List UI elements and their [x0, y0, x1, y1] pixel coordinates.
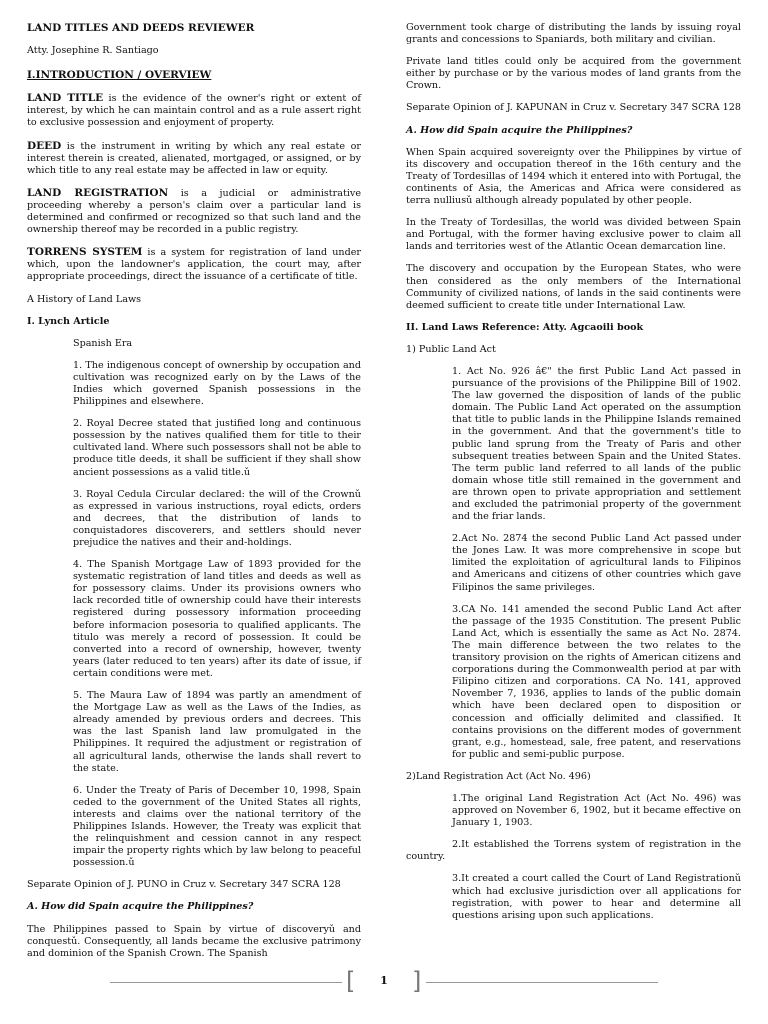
page-footer [0, 968, 768, 998]
ca-141-paragraph: 3.CA No. 141 amended the second Public Land Act after the passage of the 1935 Constitution. The present Public Land Act, which is essentially the same as Act No. 2874. The main difference between the two relates to the transitory provision on the rights of American citizens and corporations during the Commonwealth period at par with Filipino citizen and corporations. CA No. 141, approved November 7, 1936, applies to lands of the public domain which have been declared open to disposition or concession and officially delimited and classified. It contains provisions on the different modes of government grant, e.g., homestead, sale, free patent, and reservations for public and semi-public purpose. [452, 603, 741, 760]
right-paragraph-5: The discovery and occupation by the European States, who were then considered as the only members of the International Community of civilized nations, of lands in the said continents were deemed sufficient to create title under International Law. [406, 263, 741, 311]
section-land-laws: II. Land Laws Reference: Atty. Agcaoili book [406, 321, 644, 333]
footer-bracket-right: ] [412, 967, 422, 995]
paragraph-4: 4. The Spanish Mortgage Law of 1893 provided for the systematic registration of land titles and deeds as well as for possessory claims. Under its provisions owners who lack recorded title of ownership could have their interests registered during possessory information proceeding before informacion posesoria to qualified applicants. The titulo was merely a record of possession. It could be converted into a record of ownership, however, twenty years (later reduced to ten years) after its date of issue, if certain conditions were met. [73, 559, 361, 679]
public-land-act-heading: 1) Public Land Act [406, 343, 496, 355]
lra-item-1: 1.The original Land Registration Act (Act No. 496) was approved on November 6, 1902, but it became effective on January 1, 1903. [452, 792, 741, 829]
right-paragraph-2: Private land titles could only be acquired from the government either by purchase or by the various modes of land grants from the Crown. [406, 56, 741, 92]
last-paragraph-left: The Philippines passed to Spain by virtue of discoveryǔ and conquestǔ. Consequently, all lands became the exclusive patrimony and dominion of the Spanish Crown. The Spanish [27, 923, 361, 959]
footer-rule-right [426, 982, 658, 983]
def-registration: is a judicial or administrative proceeding whereby a person's claim over a particular land is determined and confirmed or recognized so that such land and the ownership thereof may be recorded in a public registry. [27, 187, 361, 236]
right-paragraph-1: Government took charge of distributing the lands by issuing royal grants and concessions to Spaniards, both military and civilian. [406, 22, 741, 46]
registration-definition [27, 187, 361, 236]
footer-bracket-left: [ [346, 967, 356, 995]
term-land-title: LAND TITLE [27, 92, 104, 105]
question-heading-left: A. How did Spain acquire the Philippines? [27, 901, 254, 913]
torrens-definition [27, 246, 361, 283]
paragraph-6: 6. Under the Treaty of Paris of December 10, 1998, Spain ceded to the government of the United States all rights, interests and claims over the national territory of the Philippines Islands. However, the Treaty was explicit that the relinquishment and cession cannot in any respect impair the property rights which by law belong to peaceful possession.ǔ [73, 784, 361, 869]
term-deed: DEED [27, 139, 62, 152]
history-heading: A History of Land Laws [27, 293, 142, 305]
term-land-registration: LAND REGISTRATION [27, 186, 169, 199]
def-deed: is the instrument in writing by which any real estate or interest therein is created, alienated, mortgaged, or assigned, or by which title to any real estate may be affected in law or equity. [27, 140, 361, 176]
question-heading-right: A. How did Spain acquire the Philippines? [406, 124, 633, 136]
kapunan-opinion: Separate Opinion of J. KAPUNAN in Cruz v. Secretary 347 SCRA 128 [406, 102, 741, 114]
deed-definition [27, 140, 361, 177]
author: Atty. Josephine R. Santiago [27, 45, 159, 57]
paragraph-3: 3. Royal Cedula Circular declared: the will of the Crownǔ as expressed in various instructions, royal edicts, orders and decrees, that the distribution of lands to conquistadores discoverers, and settlers should never prejudice the natives and their and-holdings. [73, 488, 361, 548]
def-torrens: is a system for registration of land under which, upon the landowner's application, the court may, after appropriate proceedings, direct the issuance of a certificate of title. [27, 247, 361, 283]
act-926-paragraph: 1. Act No. 926 â€" the first Public Land Act passed in pursuance of the provisions of the Philippine Bill of 1902. The law governed the disposition of lands of the public domain. The Public Land Act operated on the assumption that title to public lands in the Philippine Islands remained in the government. And that the government's title to public land sprung from the Treaty of Paris and other subsequent treaties between Spain and the United States. The term public land referred to all lands of the public domain whose title still remained in the government and are thrown open to private appropriation and settlement and excluded the patrimonial property of the government and the friar lands. [452, 365, 741, 523]
right-paragraph-3: When Spain acquired sovereignty over the Philippines by virtue of its discovery and occupation thereof in the 16th century and the Treaty of Tordesillas of 1494 which it entered into with Portugal, the continents of Asia, the Americas and Africa were considered as terra nulliusǔ although already populated by other people. [406, 146, 741, 207]
section-introduction: I.INTRODUCTION / OVERVIEW [27, 69, 212, 82]
lynch-heading: I. Lynch Article [27, 315, 110, 327]
act-2874-paragraph: 2.Act No. 2874 the second Public Land Act passed under the Jones Law. It was more comprehensive in scope but limited the exploitation of agricultural lands to Filipinos and Americans and citizens of other countries which gave Filipinos the same privileges. [452, 533, 741, 593]
paragraph-1: 1. The indigenous concept of ownership by occupation and cultivation was recognized early on by the Laws of the Indies which governed Spanish possessions in the Philippines and elsewhere. [73, 359, 361, 408]
lra-item-3: 3.It created a court called the Court of Land Registrationǔ which had exclusive jurisdiction over all applications for registration, with power to hear and determine all questions arising upon such applications. [452, 873, 741, 921]
def-land-title: is the evidence of the owner's right or extent of interest, by which he can maintain control and as a rule assert right to exclusive possession and enjoyment of property. [27, 93, 361, 129]
footer-rule-left [110, 982, 342, 983]
lra-item-2: 2.It established the Torrens system of registration in the country. [406, 839, 741, 863]
term-torrens: TORRENS SYSTEM [27, 246, 143, 259]
page-number: 1 [380, 974, 388, 987]
right-paragraph-4: In the Treaty of Tordesillas, the world was divided between Spain and Portugal, with the former having exclusive power to claim all lands and territories west of the Atlantic Ocean demarcation line. [406, 217, 741, 253]
right-column [406, 22, 741, 932]
spanish-era-heading: Spanish Era [73, 337, 133, 349]
document-title: LAND TITLES AND DEEDS REVIEWER [27, 22, 255, 34]
left-column [27, 22, 361, 970]
land-registration-act-heading: 2)Land Registration Act (Act No. 496) [406, 770, 591, 782]
paragraph-2: 2. Royal Decree stated that justified long and continuous possession by the natives qualified them for title to their cultivated land. Where such possessors shall not be able to produce title deeds, it shall be sufficient if they shall show ancient possessions as a valid title.ǔ [73, 418, 361, 478]
land-title-definition [27, 92, 361, 129]
paragraph-5: 5. The Maura Law of 1894 was partly an amendment of the Mortgage Law as well as the Laws of the Indies, as already amended by previous orders and decrees. This was the last Spanish land law promulgated in the Philippines. It required the adjustment or registration of all agricultural lands, otherwise the lands shall revert to the state. [73, 690, 361, 774]
puno-opinion: Separate Opinion of J. PUNO in Cruz v. Secretary 347 SCRA 128 [27, 879, 341, 891]
